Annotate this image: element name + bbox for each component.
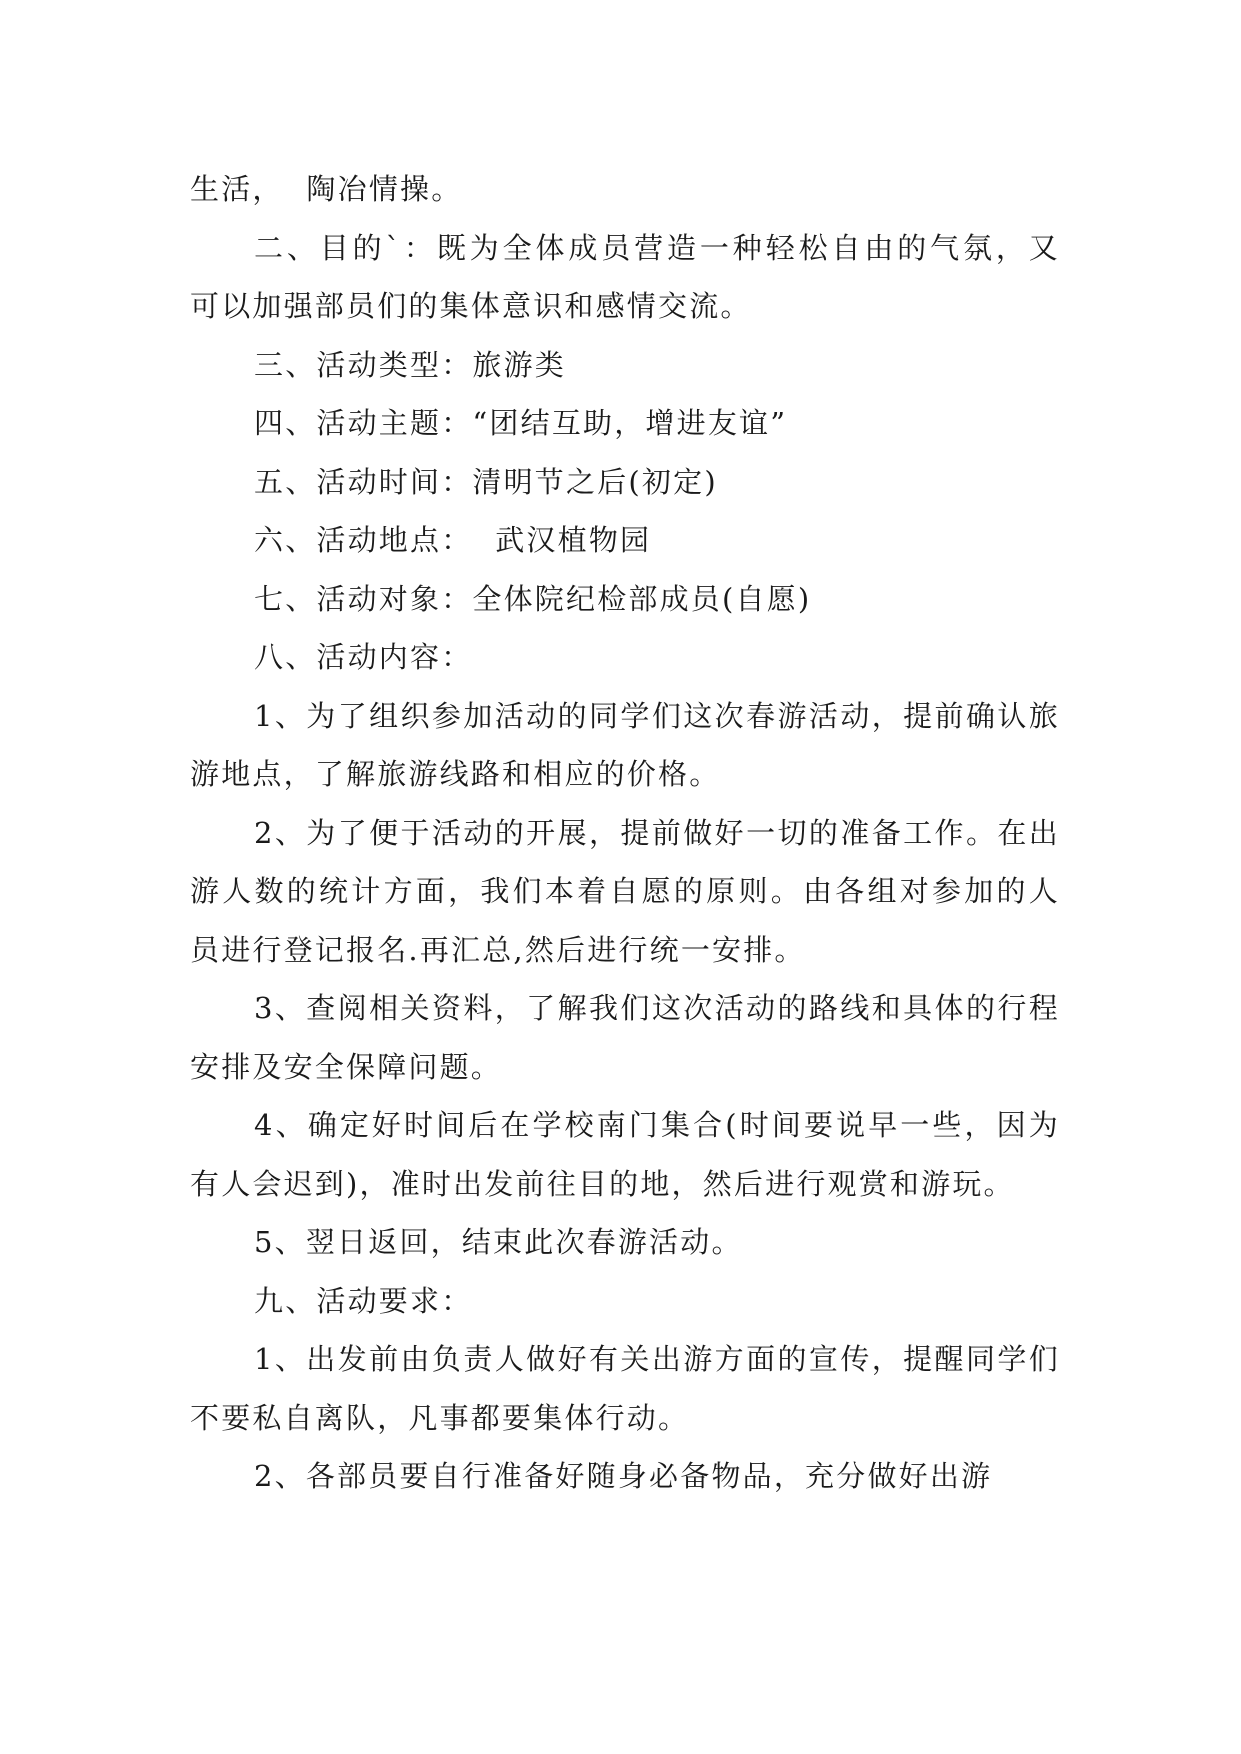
- paragraph-content-item-2: 2、为了便于活动的开展，提前做好一切的准备工作。在出游人数的统计方面，我们本着自愿的原则。由各组对参加的人员进行登记报名.再汇总,然后进行统一安排。: [190, 815, 1060, 967]
- paragraph-activity-type: 三、活动类型：旅游类: [254, 347, 567, 382]
- paragraph-content-item-5: 5、翌日返回，结束此次春游活动。: [254, 1225, 743, 1259]
- paragraph-requirements-heading: 九、活动要求：: [254, 1283, 473, 1318]
- paragraph-requirement-item-1: 1、出发前由负责人做好有关出游方面的宣传，提醒同学们不要私自离队，凡事都要集体行动。: [190, 1342, 1060, 1435]
- paragraph-requirement-item-2: 2、各部员要自行准备好随身必备物品，充分做好出游: [254, 1459, 993, 1493]
- paragraph-content-item-4: 4、确定好时间后在学校南门集合(时间要说早一些，因为有人会迟到)，准时出发前往目的地，然后进行观赏和游玩。: [190, 1108, 1060, 1201]
- paragraph-activity-participants: 七、活动对象：全体院纪检部成员(自愿): [254, 581, 812, 616]
- paragraph-activity-content-heading: 八、活动内容：: [254, 640, 473, 674]
- paragraph-activity-location: 六、活动地点： 武汉植物园: [254, 523, 652, 557]
- paragraph-intro-tail: 生活， 陶冶情操。: [190, 172, 463, 206]
- paragraph-purpose: 二、目的`：既为全体成员营造一种轻松自由的气氛，又 可以加强部员们的集体意识和感情交流。: [190, 230, 1072, 323]
- paragraph-activity-time: 五、活动时间：清明节之后(初定): [254, 464, 718, 499]
- document-page: [190, 160, 1072, 1506]
- paragraph-content-item-1: 1、为了组织参加活动的同学们这次春游活动，提前确认旅游地点，了解旅游线路和相应的价格。: [190, 698, 1060, 791]
- paragraph-activity-theme: 四、活动主题：“团结互助，增进友谊”: [254, 406, 788, 440]
- paragraph-content-item-3: 3、查阅相关资料，了解我们这次活动的路线和具体的行程安排及安全保障问题。: [190, 991, 1060, 1084]
